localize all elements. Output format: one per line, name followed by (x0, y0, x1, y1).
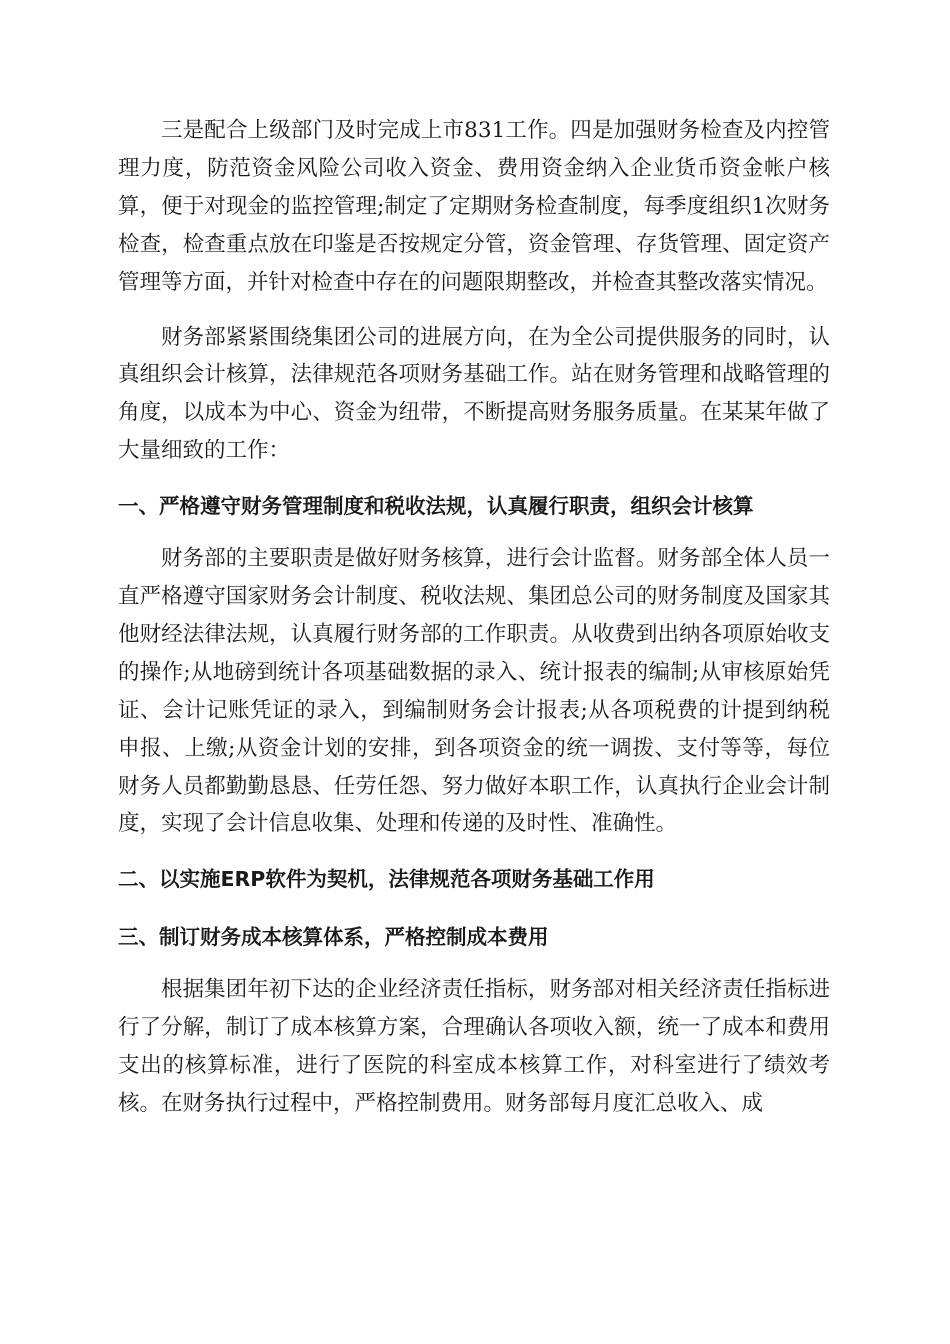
section-heading: 三、制订财务成本核算体系，严格控制成本费用 (118, 925, 549, 950)
section-heading: 二、以实施ERP软件为契机，法律规范各项财务基础工作用 (118, 867, 655, 892)
section-heading: 一、严格遵守财务管理制度和税收法规，认真履行职责，组织会计核算 (118, 494, 754, 519)
body-paragraph: 财务部紧紧围绕集团公司的进展方向，在为全公司提供服务的同时，认真组织会计核算，法律规范各项财务基础工作。站在财务管理和战略管理的角度，以成本为中心、资金为纽带，不断提高财务服务质量。在某某年做了大量细致的工作： (118, 324, 830, 464)
body-paragraph: 三是配合上级部门及时完成上市831工作。四是加强财务检查及内控管理力度，防范资金风险公司收入资金、费用资金纳入企业货币资金帐户核算，便于对现金的监控管理;制定了定期财务检查制度，每季度组织1次财务检查，检查重点放在印鉴是否按规定分管，资金管理、存货管理、固定资产管理等方面，并针对检查中存在的问题限期整改，并检查其整改落实情况。 (118, 118, 830, 295)
document-page (118, 112, 830, 1123)
body-paragraph: 财务部的主要职责是做好财务核算，进行会计监督。财务部全体人员一直严格遵守国家财务会计制度、税收法规、集团总公司的财务制度及国家其他财经法律法规，认真履行财务部的工作职责。从收费到出纳各项原始收支的操作;从地磅到统计各项基础数据的录入、统计报表的编制;从审核原始凭证、会计记账凭证的录入，到编制财务会计报表;从各项税费的计提到纳税申报、上缴;从资金计划的安排，到各项资金的统一调拨、支付等等，每位财务人员都勤勤恳恳、任劳任怨、努力做好本职工作，认真执行企业会计制度，实现了会计信息收集、处理和传递的及时性、准确性。 (118, 546, 830, 837)
body-paragraph: 根据集团年初下达的企业经济责任指标，财务部对相关经济责任指标进行了分解，制订了成本核算方案，合理确认各项收入额，统一了成本和费用支出的核算标准，进行了医院的科室成本核算工作，对科室进行了绩效考核。在财务执行过程中，严格控制费用。财务部每月度汇总收入、成 (118, 977, 830, 1116)
